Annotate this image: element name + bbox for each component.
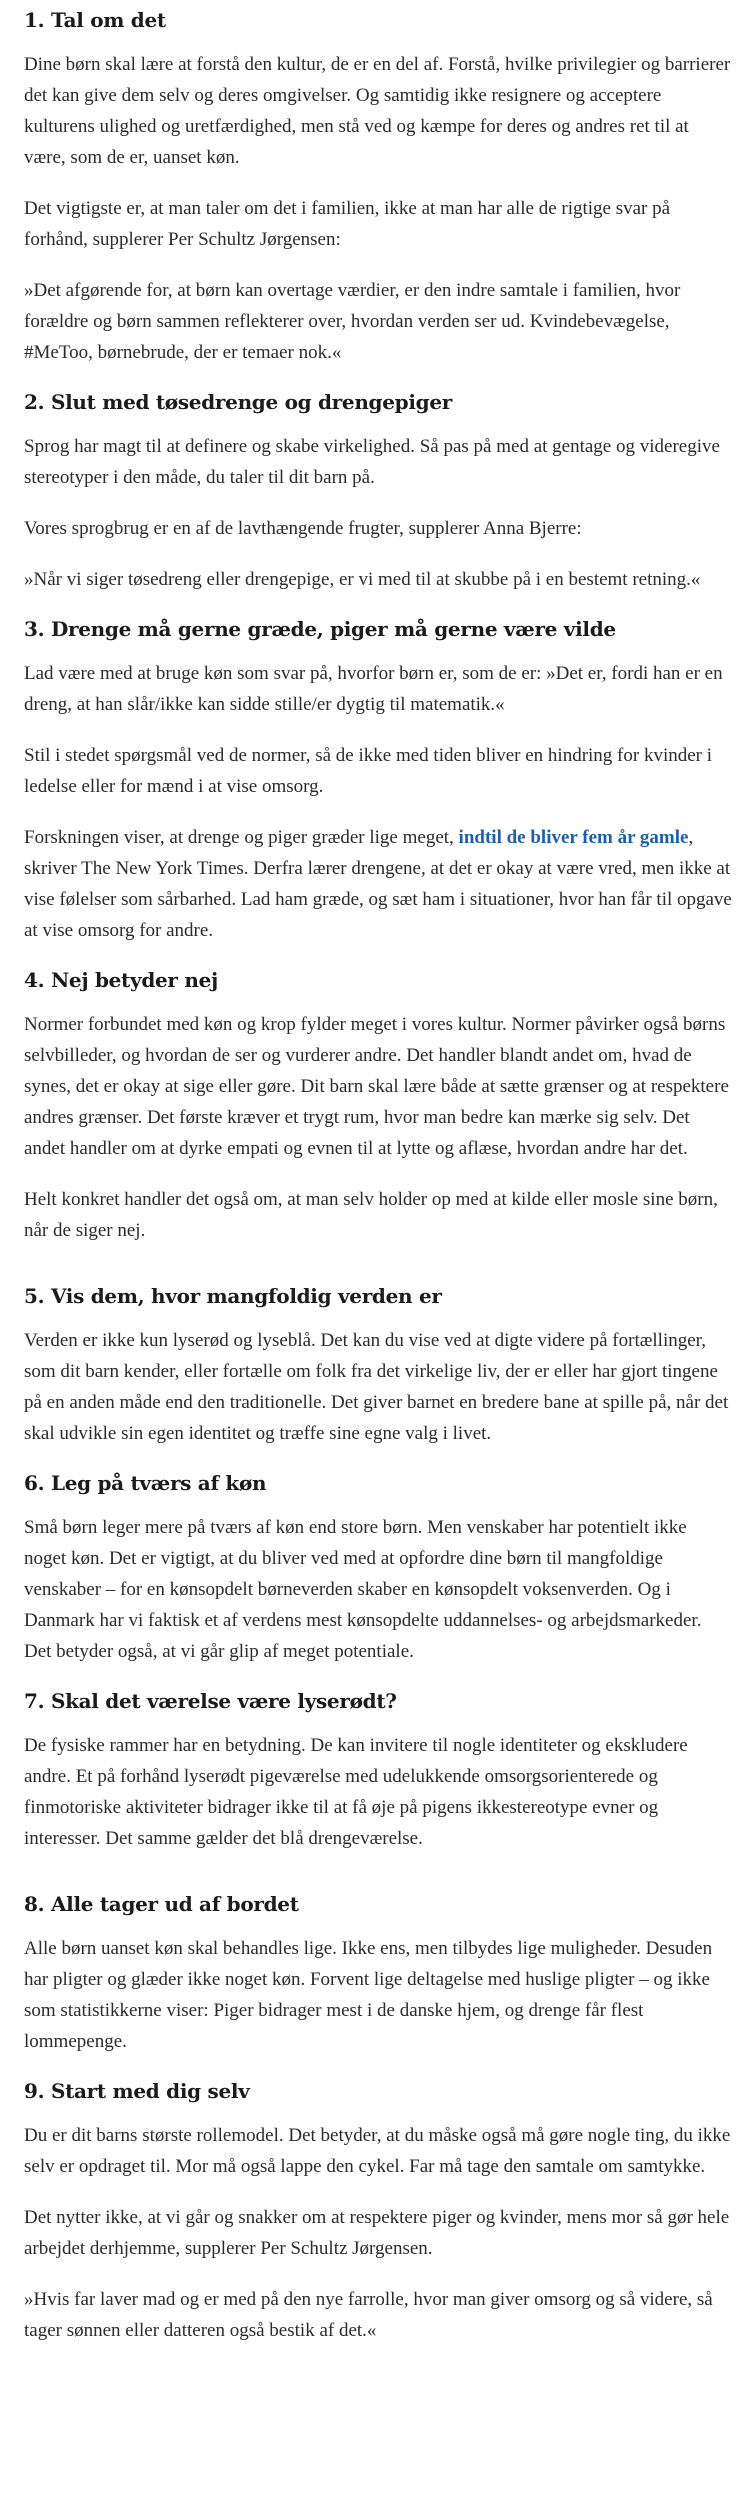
section-heading-6: 6. Leg på tværs af køn xyxy=(24,1471,267,1495)
section-heading-9: 9. Start med dig selv xyxy=(24,2079,250,2103)
paragraph: Du er dit barns største rollemodel. Det betyder, at du måske også må gøre nogle ting, du ikke selv er opdraget til. Mor må også lappe den cykel. Far må tage den samtale om samtykke. xyxy=(24,2125,731,2177)
link-paragraph-after: , skriver The New York Times. Derfra lærer drengene, at det er okay at være vred, men ikke at vise følelser som sårbarhed. Lad ham græde, og sæt ham i situationer, hvor han får til opgave at vise omsorg for andre. xyxy=(24,827,732,941)
nyt-article-link[interactable]: indtil de bliver fem år gamle xyxy=(458,827,689,848)
section-heading-1: 1. Tal om det xyxy=(24,8,166,32)
section-heading-5: 5. Vis dem, hvor mangfoldig verden er xyxy=(24,1284,442,1308)
paragraph: Alle børn uanset køn skal behandles lige. Ikke ens, men tilbydes lige muligheder. Desuden har pligter og glæder ikke noget køn. Forvent lige deltagelse med huslige pligter – og ikke som statistikkerne viser: Piger bidrager mest i de danske hjem, og drenge får flest lommepenge. xyxy=(24,1938,713,2052)
paragraph-with-link xyxy=(24,822,732,946)
section-heading-8: 8. Alle tager ud af bordet xyxy=(24,1892,299,1916)
link-paragraph-before: Forskningen viser, at drenge og piger græder lige meget, xyxy=(24,827,459,848)
paragraph: Dine børn skal lære at forstå den kultur, de er en del af. Forstå, hvilke privilegier og barrierer det kan give dem selv og deres omgivelser. Og samtidig ikke resignere og acceptere kulturens ulighed og uretfærdighed, men stå ved og kæmpe for deres og andres ret til at være, som de er, uanset køn. xyxy=(24,54,731,168)
paragraph: Det vigtigste er, at man taler om det i familien, ikke at man har alle de rigtige svar på forhånd, supplerer Per Schultz Jørgensen: xyxy=(24,198,671,250)
paragraph: Normer forbundet med køn og krop fylder meget i vores kultur. Normer påvirker også børns selvbilleder, og hvordan de ser og vurderer andre. Det handler blandt andet om, hvad de synes, det er okay at sige eller gøre. Dit barn skal lære både at sætte grænser og at respektere andres grænser. Det første kræver et trygt rum, hvor man bedre kan mærke sig selv. Det andet handler om at dyrke empati og evnen til at lytte og aflæse, hvordan andre har det. xyxy=(24,1014,729,1159)
paragraph: Små børn leger mere på tværs af køn end store børn. Men venskaber har potentielt ikke noget køn. Det er vigtigt, at du bliver ved med at opfordre dine børn til mangfoldige venskaber – for en kønsopdelt børneverden skaber en kønsopdelt voksenverden. Og i Danmark har vi faktisk et af verdens mest kønsopdelte uddannelses- og arbejdsmarkeder. Det betyder også, at vi går glip af meget potentiale. xyxy=(24,1517,702,1662)
quote-paragraph: »Hvis far laver mad og er med på den nye farrolle, hvor man giver omsorg og så videre, så tager sønnen eller datteren også bestik af det.« xyxy=(24,2289,713,2341)
paragraph: Helt konkret handler det også om, at man selv holder op med at kilde eller mosle sine børn, når de siger nej. xyxy=(24,1189,718,1241)
paragraph: Verden er ikke kun lyserød og lyseblå. Det kan du vise ved at digte videre på fortællinger, som dit barn kender, eller fortælle om folk fra det virkelige liv, der er eller har gjort tingene på en anden måde end den traditionelle. Det giver barnet en bredere bane at spille på, når det skal udvikle sin egen identitet og træffe sine egne valg i livet. xyxy=(24,1330,729,1444)
paragraph: Lad være med at bruge køn som svar på, hvorfor børn er, som de er: »Det er, fordi han er en dreng, at han slår/ikke kan sidde stille/er dygtig til matematik.« xyxy=(24,663,723,715)
section-heading-3: 3. Drenge må gerne græde, piger må gerne være vilde xyxy=(24,617,616,641)
section-heading-7: 7. Skal det værelse være lyserødt? xyxy=(24,1689,397,1713)
quote-paragraph: »Det afgørende for, at børn kan overtage værdier, er den indre samtale i familien, hvor forældre og børn sammen reflekterer over, hvordan verden ser ud. Kvindebevægelse, #MeToo, børnebrude, der er temaer nok.« xyxy=(24,280,681,363)
paragraph: Det nytter ikke, at vi går og snakker om at respektere piger og kvinder, mens mor så gør hele arbejdet derhjemme, supplerer Per Schultz Jørgensen. xyxy=(24,2207,730,2259)
paragraph: Sprog har magt til at definere og skabe virkelighed. Så pas på med at gentage og videregive stereotyper i den måde, du taler til dit barn på. xyxy=(24,436,720,488)
paragraph: De fysiske rammer har en betydning. De kan invitere til nogle identiteter og ekskludere andre. Et på forhånd lyserødt pigeværelse med udelukkende omsorgsorienterede og finmotoriske aktiviteter bidrager ikke til at få øje på pigens ikkestereotype evner og interesser. Det samme gælder det blå drengeværelse. xyxy=(24,1735,688,1849)
quote-paragraph: »Når vi siger tøsedreng eller drengepige, er vi med til at skubbe på i en bestemt retning.« xyxy=(24,569,701,590)
section-heading-4: 4. Nej betyder nej xyxy=(24,968,218,992)
paragraph: Vores sprogbrug er en af de lavthængende frugter, supplerer Anna Bjerre: xyxy=(24,518,582,539)
paragraph: Stil i stedet spørgsmål ved de normer, så de ikke med tiden bliver en hindring for kvinder i ledelse eller for mænd i at vise omsorg. xyxy=(24,745,713,797)
section-heading-2: 2. Slut med tøsedrenge og drengepiger xyxy=(24,390,452,414)
